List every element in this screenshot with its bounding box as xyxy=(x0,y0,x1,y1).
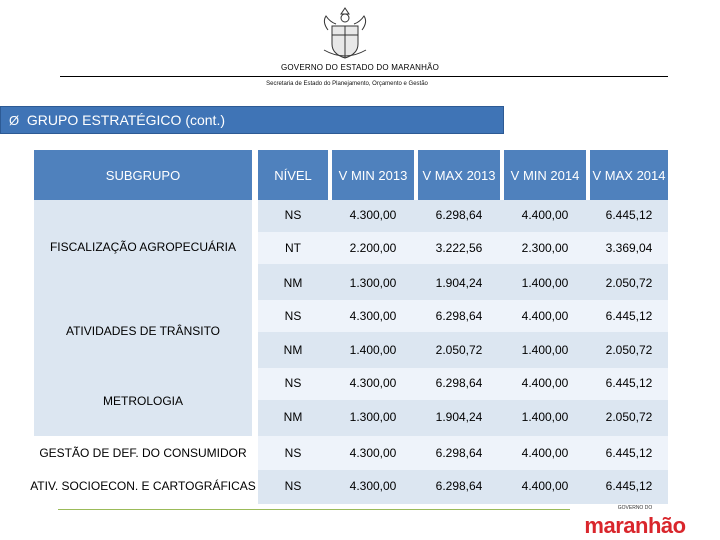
group-banner xyxy=(0,106,504,134)
vmin-2014-cell: 1.400,00 xyxy=(521,276,569,290)
vmin-2013-cell: 4.300,00 xyxy=(349,208,397,222)
vmax-2014-cell: 6.445,12 xyxy=(605,208,653,222)
vmin-2014-cell: 4.400,00 xyxy=(521,446,569,460)
subgroup-socioecon: ATIV. SOCIOECON. E CARTOGRÁFICAS xyxy=(30,479,256,493)
state-coat-of-arms-icon xyxy=(316,6,374,60)
subgroup-fiscalizacao: FISCALIZAÇÃO AGROPECUÁRIA xyxy=(49,240,237,254)
vmax-2013-cell: 2.050,72 xyxy=(435,343,483,357)
vmax-2013-cell: 6.298,64 xyxy=(435,309,483,323)
vmax-2013-cell: 1.904,24 xyxy=(435,410,483,424)
vmax-2013-cell: 6.298,64 xyxy=(435,208,483,222)
bullet-arrow-icon: Ø xyxy=(9,113,20,128)
subgrupo-header xyxy=(34,150,252,200)
nivel-cell: NS xyxy=(284,208,302,222)
nivel-cell: NM xyxy=(283,343,303,357)
government-title: GOVERNO DO ESTADO DO MARANHÃO xyxy=(280,63,440,72)
nivel-cell: NS xyxy=(284,309,302,323)
maranhao-logo xyxy=(576,505,694,539)
vmax-2014-cell: 2.050,72 xyxy=(605,276,653,290)
vmax-2014-cell: 2.050,72 xyxy=(605,410,653,424)
vmax-2014-cell: 3.369,04 xyxy=(605,241,653,255)
vmax-2014-header: V MAX 2014 xyxy=(590,150,668,200)
subgroup-transito: ATIVIDADES DE TRÂNSITO xyxy=(65,324,221,338)
vmin-2013-cell: 2.200,00 xyxy=(349,241,397,255)
vmax-2014-cell: 6.445,12 xyxy=(605,376,653,390)
vmax-2014-cell: 6.445,12 xyxy=(605,446,653,460)
vmax-2014-cell: 6.445,12 xyxy=(605,309,653,323)
vmax-2013-cell: 6.298,64 xyxy=(435,479,483,493)
subgroup-metrologia: METROLOGIA xyxy=(102,394,183,408)
nivel-cell: NM xyxy=(283,410,303,424)
vmin-2014-cell: 2.300,00 xyxy=(521,241,569,255)
vmin-2013-cell: 4.300,00 xyxy=(349,309,397,323)
group-title: GRUPO ESTRATÉGICO (cont.) xyxy=(26,112,225,128)
vmin-2013-cell: 1.300,00 xyxy=(349,276,397,290)
subgrupo-header-label: SUBGRUPO xyxy=(105,167,181,183)
vmin-2013-cell: 4.300,00 xyxy=(349,376,397,390)
vmin-2014-cell: 4.400,00 xyxy=(521,208,569,222)
vmax-2013-cell: 6.298,64 xyxy=(435,376,483,390)
header-divider xyxy=(60,76,668,77)
vmax-2014-cell: 2.050,72 xyxy=(605,343,653,357)
vmin-2014-cell: 1.400,00 xyxy=(521,410,569,424)
logo-small-text: GOVERNO DO xyxy=(617,505,653,511)
vmax-2013-cell: 1.904,24 xyxy=(435,276,483,290)
vmax-2013-cell: 6.298,64 xyxy=(435,446,483,460)
nivel-header: NÍVEL xyxy=(258,150,328,200)
subgroup-defesa-consumidor: GESTÃO DE DEF. DO CONSUMIDOR xyxy=(39,446,247,460)
vmin-2013-cell: 4.300,00 xyxy=(349,446,397,460)
nivel-cell: NS xyxy=(284,376,302,390)
vmin-2014-cell: 4.400,00 xyxy=(521,376,569,390)
nivel-cell: NT xyxy=(285,241,301,255)
vmin-2014-cell: 4.400,00 xyxy=(521,479,569,493)
vmin-2013-header: V MIN 2013 xyxy=(332,150,414,200)
vmin-2014-cell: 1.400,00 xyxy=(521,343,569,357)
nivel-cell: NS xyxy=(284,479,302,493)
vmin-2013-cell: 1.400,00 xyxy=(349,343,397,357)
footer-divider xyxy=(58,509,570,510)
vmax-2013-header: V MAX 2013 xyxy=(418,150,500,200)
vmax-2014-cell: 6.445,12 xyxy=(605,479,653,493)
logo-wordmark: maranhão xyxy=(584,513,686,538)
vmin-2013-cell: 4.300,00 xyxy=(349,479,397,493)
vmax-2013-cell: 3.222,56 xyxy=(435,241,483,255)
vmin-2014-header: V MIN 2014 xyxy=(504,150,586,200)
nivel-cell: NM xyxy=(283,276,303,290)
nivel-cell: NS xyxy=(284,446,302,460)
vmin-2014-cell: 4.400,00 xyxy=(521,309,569,323)
secretariat-subtitle: Secretaria de Estado do Planejamento, Orçamento e Gestão xyxy=(266,81,428,87)
vmin-2013-cell: 1.300,00 xyxy=(349,410,397,424)
